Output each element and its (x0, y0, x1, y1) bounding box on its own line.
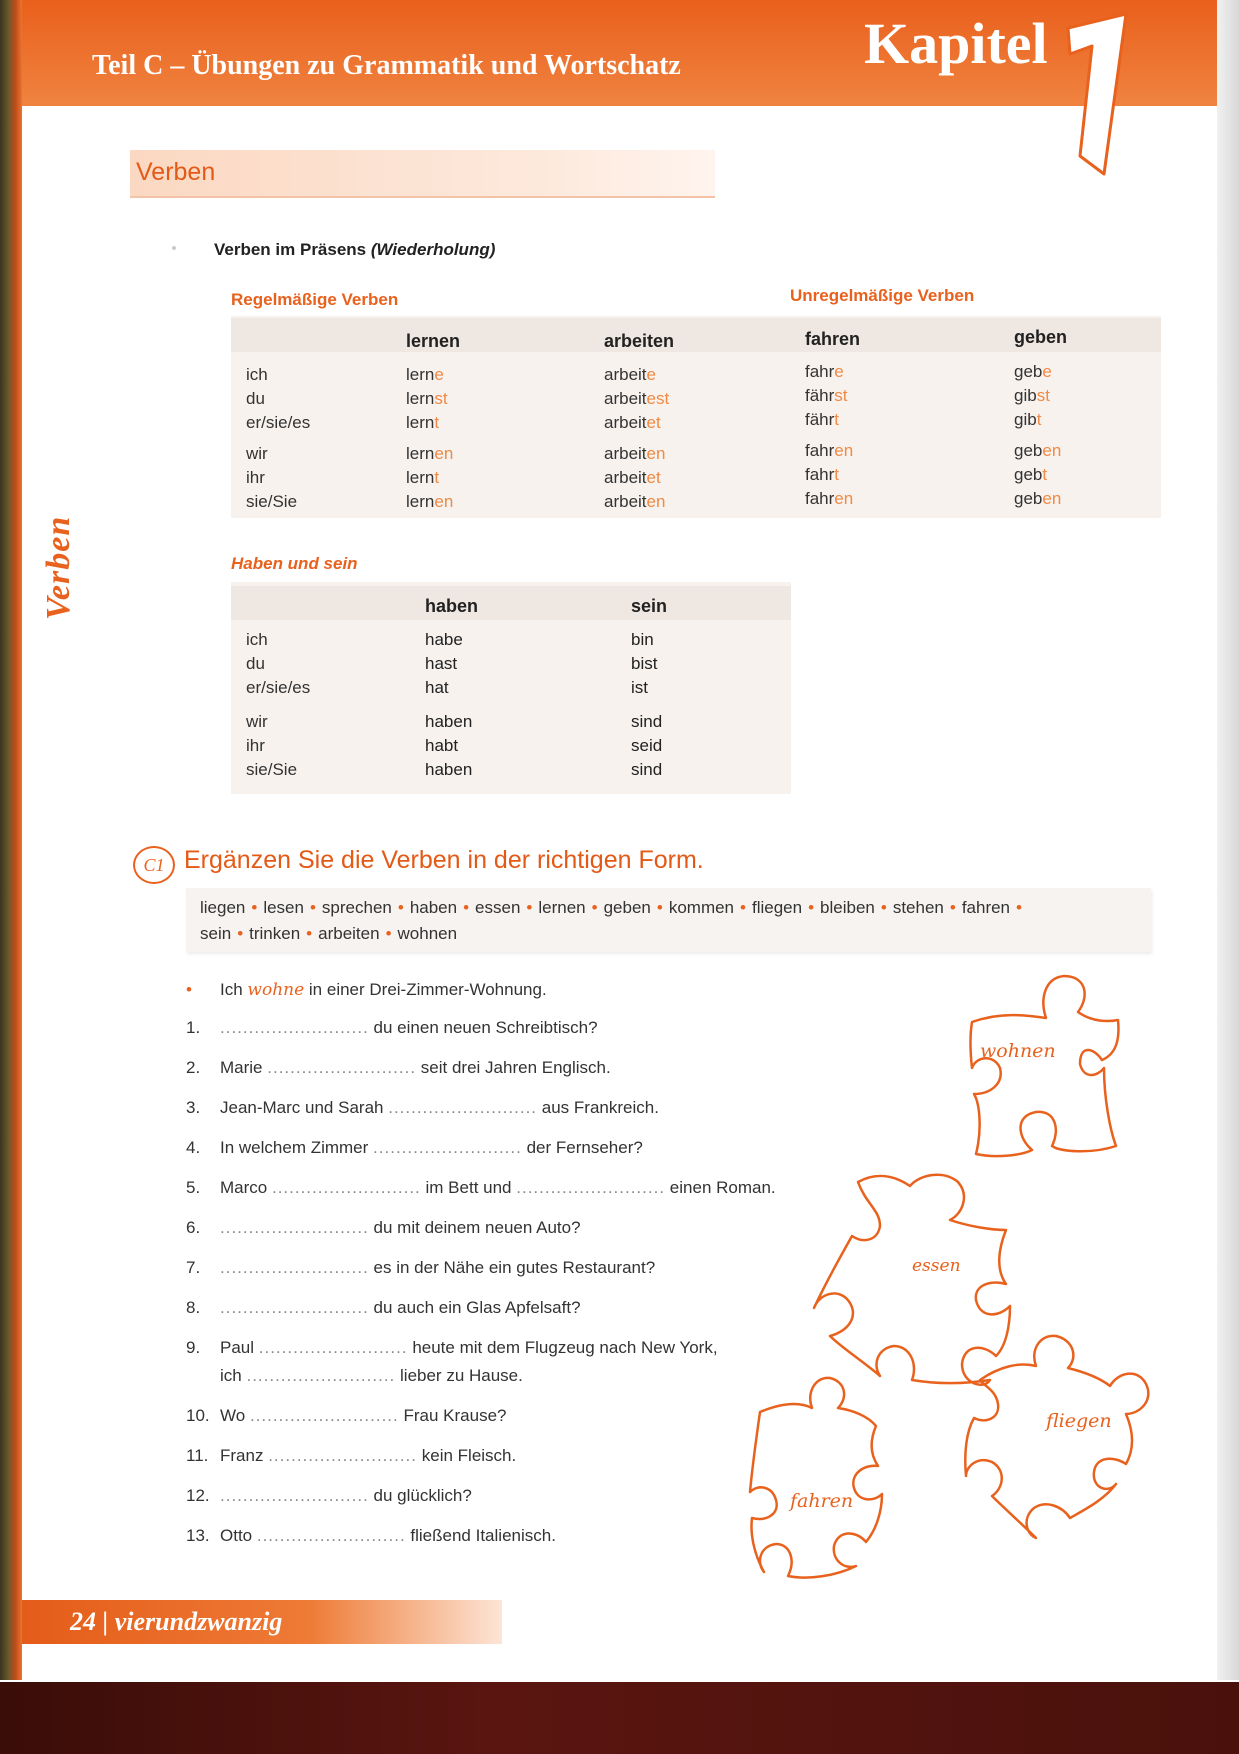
form-stem: arbeit (604, 468, 647, 487)
form-lernen-3 (406, 442, 453, 466)
example-answer: wohne (247, 980, 305, 1000)
puzzle-piece-fahren (750, 1378, 882, 1578)
form-arbeiten-5 (604, 490, 665, 514)
exercise-item-text: ich (220, 1366, 242, 1385)
exercise-item-text: seit drei Jahren Englisch. (420, 1058, 611, 1077)
pronoun-4: ihr (246, 468, 265, 487)
exercise-item-number: 13. (186, 1526, 210, 1545)
example-bullet: • (186, 980, 192, 999)
word-bank-word: fliegen (751, 898, 803, 917)
hs-sein-4: seid (631, 736, 663, 755)
answer-gap: .......................... (271, 1178, 421, 1197)
exercise-item-1 (186, 1056, 611, 1080)
exercise-item-text: Marco (220, 1178, 268, 1197)
hs-haben-2: hat (425, 678, 449, 697)
form-ending: st (834, 386, 848, 405)
hs-haben-1: hast (425, 654, 458, 673)
form-stem: fahr (805, 441, 835, 460)
chapter-header (22, 0, 1217, 106)
exercise-item-number: 12. (186, 1486, 210, 1505)
exercise-item-text: du auch ein Glas Apfelsaft? (373, 1298, 581, 1317)
word-bank-word: arbeiten (318, 924, 380, 943)
word-bank-separator: • (526, 898, 533, 917)
subheading-main: Verben im Präsens (214, 240, 367, 259)
form-stem: lern (406, 389, 435, 408)
exercise-item-12 (186, 1484, 472, 1508)
exercise-item-text: Wo (220, 1406, 246, 1425)
word-bank-word: bleiben (820, 898, 875, 917)
exercise-item-text: fließend Italienisch. (410, 1526, 556, 1545)
form-geben-5 (1014, 487, 1061, 511)
exercise-item-number: 6. (186, 1218, 201, 1237)
form-stem: arbeit (604, 444, 647, 463)
word-bank-word: wohnen (397, 924, 458, 943)
exercise-item-7 (186, 1296, 581, 1320)
exercise-title: Ergänzen Sie die Verben in der richtigen Form. (184, 846, 704, 874)
section-title: Verben (136, 158, 216, 186)
hs-sein-1: bist (631, 654, 658, 673)
answer-gap: .......................... (373, 1138, 522, 1157)
form-ending: e (1042, 362, 1052, 381)
chapter-number-graphic (1060, 6, 1140, 186)
answer-gap: .......................... (268, 1446, 418, 1465)
form-stem: gib (1014, 410, 1037, 429)
exercise-item-4 (186, 1176, 776, 1200)
section-banner (130, 150, 715, 196)
col-head-geben: geben (1014, 327, 1068, 347)
word-bank-word: kommen (668, 898, 735, 917)
puzzle-word-wohnen: wohnen (980, 1040, 1056, 1062)
exercise-item-text: du einen neuen Schreibtisch? (373, 1018, 598, 1037)
word-bank (186, 888, 1151, 952)
exercise-item-text: heute mit dem Flugzeug nach New York, (412, 1338, 718, 1357)
form-ending: en (434, 492, 454, 511)
hs-pronoun-2: er/sie/es (246, 678, 311, 697)
form-arbeiten-1 (604, 387, 669, 411)
form-stem: fähr (805, 410, 835, 429)
form-fahren-1 (805, 384, 848, 408)
word-bank-separator: • (949, 898, 956, 917)
answer-gap: .......................... (249, 1406, 399, 1425)
answer-gap: .......................... (220, 1218, 369, 1237)
word-bank-word: trinken (249, 924, 301, 943)
word-bank-separator: • (397, 898, 404, 917)
form-fahren-5 (805, 487, 853, 511)
side-tab-text: Verben (40, 515, 77, 620)
col-head-fahren: fahren (805, 329, 861, 349)
answer-gap: .......................... (246, 1366, 396, 1385)
exercise-item-text: Jean-Marc und Sarah (220, 1098, 384, 1117)
answer-gap: .......................... (267, 1058, 417, 1077)
word-bank-word: sein (200, 924, 232, 943)
exercise-item-number: 2. (186, 1058, 201, 1077)
word-bank-separator: • (740, 898, 746, 917)
form-ending: e (646, 365, 656, 384)
form-stem: fahr (805, 465, 835, 484)
form-stem: arbeit (604, 389, 647, 408)
exercise-item-8 (186, 1336, 718, 1360)
answer-gap: .......................... (258, 1338, 408, 1357)
puzzle-piece-fliegen (965, 1336, 1148, 1538)
form-ending: st (434, 389, 448, 408)
exercise-number: C1 (133, 846, 175, 884)
haben-sein-table-header (231, 586, 791, 620)
hs-sein-2: ist (631, 678, 648, 697)
exercise-item-text: einen Roman. (669, 1178, 776, 1197)
form-stem: geb (1014, 362, 1043, 381)
form-fahren-0 (805, 360, 844, 384)
form-stem: lern (406, 444, 435, 463)
exercise-item-10 (186, 1404, 506, 1428)
puzzle-piece-essen (814, 1175, 1010, 1385)
word-bank-separator: • (237, 924, 244, 943)
exercise-item-text: In welchem Zimmer (220, 1138, 369, 1157)
word-bank-word: lernen (538, 898, 586, 917)
answer-gap: .......................... (256, 1526, 406, 1545)
hs-haben-0: habe (425, 630, 463, 649)
exercise-item-text: Marie (220, 1058, 263, 1077)
exercise-item-text: Paul (220, 1338, 255, 1357)
answer-gap: .......................... (516, 1178, 666, 1197)
hs-sein-0: bin (631, 630, 654, 649)
hs-sein-5: sind (631, 760, 663, 779)
word-bank-separator: • (251, 898, 258, 917)
hs-pronoun-5: sie/Sie (246, 760, 298, 779)
exercise-item-11 (186, 1444, 516, 1468)
form-ending: t (834, 410, 840, 429)
form-ending: e (834, 362, 844, 381)
col-head-arbeiten: arbeiten (604, 331, 675, 351)
form-arbeiten-4 (604, 466, 661, 490)
form-stem: fähr (805, 386, 835, 405)
form-fahren-2 (805, 408, 839, 432)
form-lernen-2 (406, 411, 439, 435)
form-ending: t (434, 468, 440, 487)
form-stem: geb (1014, 489, 1043, 508)
exercise-item-6 (186, 1256, 655, 1280)
exercise-item-number: 5. (186, 1178, 201, 1197)
exercise-item-number: 3. (186, 1098, 201, 1117)
form-geben-2 (1014, 408, 1041, 432)
answer-gap: .......................... (220, 1258, 369, 1277)
word-bank-separator: • (309, 898, 316, 917)
form-ending: e (434, 365, 444, 384)
pronoun-2: er/sie/es (246, 413, 311, 432)
word-bank-line-1 (200, 896, 1028, 920)
col-head-lernen: lernen (406, 331, 461, 351)
page-footer (22, 1600, 502, 1644)
exercise-item-text: du mit deinem neuen Auto? (373, 1218, 581, 1237)
form-stem: lern (406, 413, 435, 432)
page-right-edge (1217, 0, 1239, 1680)
exercise-item-number: 7. (186, 1258, 201, 1277)
puzzle-piece-wohnen (971, 976, 1119, 1156)
exercise-item-text: Frau Krause? (403, 1406, 507, 1425)
exercise-example (186, 978, 547, 1002)
form-ending: en (1042, 489, 1062, 508)
pronoun-5: sie/Sie (246, 492, 298, 511)
form-ending: t (1042, 465, 1048, 484)
exercise-item-13 (186, 1524, 556, 1548)
exercise-item-text: Otto (220, 1526, 253, 1545)
exercise-item-number: 9. (186, 1338, 201, 1357)
word-bank-separator: • (591, 898, 598, 917)
subheading (214, 240, 495, 260)
word-bank-separator: • (656, 898, 663, 917)
subheading-bullet (172, 246, 176, 250)
answer-gap: .......................... (220, 1018, 369, 1037)
exercise-item-number: 11. (186, 1446, 209, 1465)
form-arbeiten-0 (604, 363, 656, 387)
puzzle-word-fahren: fahren (790, 1490, 854, 1512)
word-bank-word: sprechen (321, 898, 392, 917)
form-arbeiten-2 (604, 411, 661, 435)
exercise-item-9 (186, 1364, 523, 1388)
form-geben-0 (1014, 360, 1052, 384)
answer-gap: .......................... (220, 1486, 369, 1505)
puzzle-word-fliegen: fliegen (1046, 1410, 1112, 1432)
exercise-item-5 (186, 1216, 581, 1240)
form-ending: t (1036, 410, 1042, 429)
col-head-sein: sein (631, 596, 668, 616)
form-ending: en (834, 489, 854, 508)
exercise-item-2 (186, 1096, 659, 1120)
form-ending: en (1042, 441, 1062, 460)
form-ending: t (834, 465, 840, 484)
form-lernen-0 (406, 363, 444, 387)
exercise-item-number: 4. (186, 1138, 201, 1157)
form-ending: en (646, 444, 666, 463)
exercise-item-3 (186, 1136, 643, 1160)
word-bank-word: liegen (200, 898, 246, 917)
word-bank-separator: • (1016, 898, 1022, 917)
form-ending: t (434, 413, 440, 432)
form-lernen-5 (406, 490, 453, 514)
exercise-item-text: du glücklich? (373, 1486, 472, 1505)
form-fahren-3 (805, 439, 853, 463)
exercise-item-text: im Bett und (425, 1178, 512, 1197)
haben-sein-label: Haben und sein (231, 554, 358, 573)
word-bank-separator: • (808, 898, 815, 917)
form-geben-3 (1014, 439, 1061, 463)
form-geben-4 (1014, 463, 1047, 487)
answer-gap: .......................... (388, 1098, 538, 1117)
example-before: Ich (220, 980, 243, 999)
form-ending: est (646, 389, 670, 408)
word-bank-separator: • (463, 898, 470, 917)
form-stem: gib (1014, 386, 1037, 405)
hs-pronoun-0: ich (246, 630, 268, 649)
form-lernen-4 (406, 466, 439, 490)
col-head-haben: haben (425, 596, 479, 616)
form-ending: et (646, 413, 661, 432)
hs-pronoun-3: wir (246, 712, 268, 731)
pronoun-3: wir (246, 444, 268, 463)
side-tab-label (40, 500, 80, 620)
page-number: 24 | vierundzwanzig (70, 1607, 283, 1636)
exercise-item-text: kein Fleisch. (421, 1446, 517, 1465)
word-bank-word: haben (409, 898, 458, 917)
word-bank-word: essen (475, 898, 521, 917)
form-stem: lern (406, 468, 435, 487)
hs-sein-3: sind (631, 712, 663, 731)
page-bottom-edge (0, 1682, 1239, 1754)
irregular-verbs-label: Unregelmäßige Verben (790, 286, 975, 305)
pronoun-0: ich (246, 365, 268, 384)
exercise-item-text: es in der Nähe ein gutes Restaurant? (373, 1258, 656, 1277)
form-ending: st (1036, 386, 1050, 405)
exercise-item-text: der Fernseher? (526, 1138, 643, 1157)
form-stem: arbeit (604, 365, 647, 384)
page-left-edge (0, 0, 22, 1680)
header-title: Teil C – Übungen zu Grammatik und Wortschatz (92, 50, 681, 81)
form-stem: arbeit (604, 413, 647, 432)
word-bank-line-2 (200, 922, 457, 946)
form-geben-1 (1014, 384, 1050, 408)
form-stem: fahr (805, 489, 835, 508)
form-stem: lern (406, 365, 435, 384)
form-fahren-4 (805, 463, 839, 487)
word-bank-word: lesen (263, 898, 304, 917)
form-stem: geb (1014, 441, 1043, 460)
word-bank-separator: • (880, 898, 887, 917)
answer-gap: .......................... (220, 1298, 369, 1317)
exercise-item-number: 10. (186, 1406, 210, 1425)
exercise-item-number: 1. (186, 1018, 201, 1037)
form-stem: fahr (805, 362, 835, 381)
exercise-item-text: aus Frankreich. (541, 1098, 659, 1117)
exercise-item-text: Franz (220, 1446, 264, 1465)
form-arbeiten-3 (604, 442, 665, 466)
form-ending: en (834, 441, 854, 460)
hs-haben-4: habt (425, 736, 459, 755)
word-bank-word: fahren (961, 898, 1011, 917)
hs-haben-3: haben (425, 712, 473, 731)
exercise-item-number: 8. (186, 1298, 201, 1317)
form-stem: lern (406, 492, 435, 511)
exercise-item-text: lieber zu Hause. (400, 1366, 523, 1385)
hs-pronoun-1: du (246, 654, 265, 673)
subheading-note: (Wiederholung) (370, 240, 496, 259)
pronoun-1: du (246, 389, 265, 408)
word-bank-word: stehen (892, 898, 944, 917)
hs-haben-5: haben (425, 760, 473, 779)
exercise-item-0 (186, 1016, 598, 1040)
word-bank-separator: • (306, 924, 313, 943)
word-bank-separator: • (385, 924, 392, 943)
form-lernen-1 (406, 387, 448, 411)
form-ending: et (646, 468, 661, 487)
kapitel-label: Kapitel (864, 11, 1048, 76)
hs-pronoun-4: ihr (246, 736, 265, 755)
puzzle-word-essen: essen (912, 1256, 961, 1276)
word-bank-word: geben (603, 898, 651, 917)
regular-verbs-label: Regelmäßige Verben (231, 290, 399, 309)
form-ending: en (434, 444, 454, 463)
form-stem: geb (1014, 465, 1043, 484)
form-stem: arbeit (604, 492, 647, 511)
form-ending: en (646, 492, 666, 511)
example-after: in einer Drei-Zimmer-Wohnung. (308, 980, 547, 999)
